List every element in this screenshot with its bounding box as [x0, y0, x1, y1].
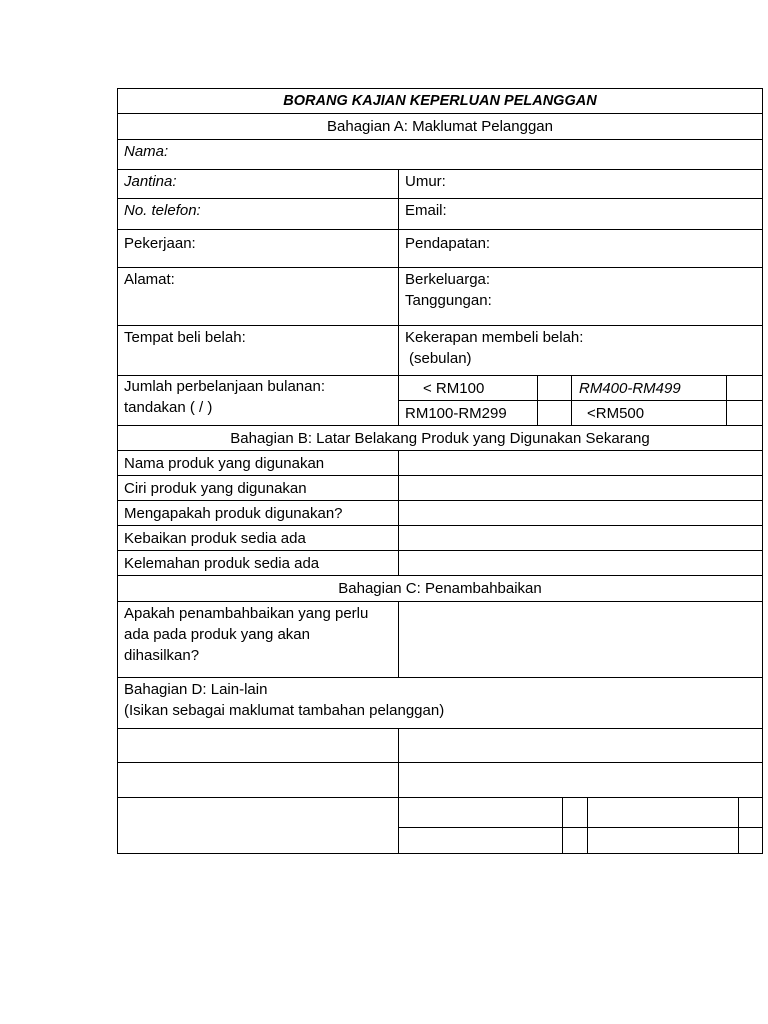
kekerapan-cell [399, 326, 762, 375]
blank-row [118, 763, 762, 797]
question-label: Ciri produk yang digunakan [118, 476, 398, 500]
blank-checkbox-cell [739, 828, 762, 853]
checkbox-rm400-rm499 [727, 376, 762, 400]
answer-cell [399, 501, 762, 525]
jumlah-cell [118, 376, 398, 425]
question-label: Mengapakah produk digunakan? [118, 501, 398, 525]
form-title: BORANG KAJIAN KEPERLUAN PELANGGAN [118, 89, 762, 113]
blank-cell [118, 798, 398, 853]
question-row [118, 551, 762, 575]
pendapatan-label: Pendapatan: [399, 230, 762, 267]
blank-row [118, 729, 762, 762]
blank-cell [118, 763, 398, 797]
option-rm500: <RM500 [572, 401, 726, 425]
customer-needs-form [117, 88, 763, 854]
question-row [118, 501, 762, 525]
question-row [118, 476, 762, 500]
option-under-rm100: < RM100 [399, 376, 537, 400]
option-rm100-rm299: RM100-RM299 [399, 401, 537, 425]
question-label: Kebaikan produk sedia ada [118, 526, 398, 550]
section-d-row [118, 678, 762, 728]
penambahbaikan-question [118, 602, 398, 677]
option-rm400-rm499: RM400-RM499 [572, 376, 726, 400]
question-line: ada pada produk yang akan [124, 626, 310, 643]
title-row [118, 89, 762, 113]
nama-label: Nama: [118, 140, 762, 169]
berkeluarga-label: Berkeluarga: [405, 271, 491, 288]
alamat-row [118, 268, 762, 325]
section-c-row [118, 576, 762, 601]
kekerapan-label: Kekerapan membeli belah: [405, 329, 584, 346]
beli-belah-row [118, 326, 762, 375]
blank-cell [399, 763, 762, 797]
sebulan-label: (sebulan) [409, 350, 472, 367]
jumlah-label: Jumlah perbelanjaan bulanan: [124, 378, 325, 395]
section-a-heading: Bahagian A: Maklumat Pelanggan [118, 114, 762, 139]
pekerjaan-pendapatan-row [118, 230, 762, 267]
spending-options-row-2 [399, 401, 762, 425]
tempat-beli-belah-label: Tempat beli belah: [118, 326, 398, 375]
blank-checkbox-cell [563, 798, 587, 827]
spending-options-row-1 [399, 376, 762, 400]
spending-options-grid [399, 376, 762, 425]
answer-cell [399, 526, 762, 550]
telefon-email-row [118, 199, 762, 229]
pekerjaan-label: Pekerjaan: [118, 230, 398, 267]
answer-cell [399, 551, 762, 575]
answer-cell [399, 602, 762, 677]
section-d-note: (Isikan sebagai maklumat tambahan pelanggan) [124, 702, 445, 719]
blank-cell [399, 828, 562, 853]
nama-row [118, 140, 762, 169]
blank-checkbox-cell [563, 828, 587, 853]
blank-cell [588, 828, 738, 853]
blank-checkbox-cell [739, 798, 762, 827]
blank-cell [399, 729, 762, 762]
question-line: Apakah penambahbaikan yang perlu [124, 605, 369, 622]
penambahbaikan-row [118, 602, 762, 677]
checkbox-rm100-rm299 [538, 401, 571, 425]
alamat-label: Alamat: [118, 268, 398, 325]
perbelanjaan-row [118, 376, 762, 425]
checkbox-under-rm100 [538, 376, 571, 400]
blank-cell [399, 798, 562, 827]
answer-cell [399, 451, 762, 475]
section-d-cell [118, 678, 762, 728]
section-a-row [118, 114, 762, 139]
blank-sub-row [399, 828, 762, 853]
checkbox-rm500 [727, 401, 762, 425]
umur-label: Umur: [399, 170, 762, 198]
telefon-label: No. telefon: [118, 199, 398, 229]
section-d-heading: Bahagian D: Lain-lain [124, 681, 268, 698]
section-b-row [118, 426, 762, 450]
question-row [118, 526, 762, 550]
blank-cell [588, 798, 738, 827]
blank-cell [118, 729, 398, 762]
jantina-label: Jantina: [118, 170, 398, 198]
question-label: Nama produk yang digunakan [118, 451, 398, 475]
section-b-heading: Bahagian B: Latar Belakang Produk yang Digunakan Sekarang [118, 426, 762, 450]
question-row [118, 451, 762, 475]
tandakan-label: tandakan ( / ) [124, 399, 213, 416]
email-label: Email: [399, 199, 762, 229]
section-c-heading: Bahagian C: Penambahbaikan [118, 576, 762, 601]
blank-grid-row [118, 798, 762, 853]
question-line: dihasilkan? [124, 647, 200, 664]
answer-cell [399, 476, 762, 500]
blank-sub-grid [399, 798, 762, 853]
blank-sub-row [399, 798, 762, 827]
keluarga-cell [399, 268, 762, 325]
question-label: Kelemahan produk sedia ada [118, 551, 398, 575]
jantina-umur-row [118, 170, 762, 198]
tanggungan-label: Tanggungan: [405, 292, 492, 309]
